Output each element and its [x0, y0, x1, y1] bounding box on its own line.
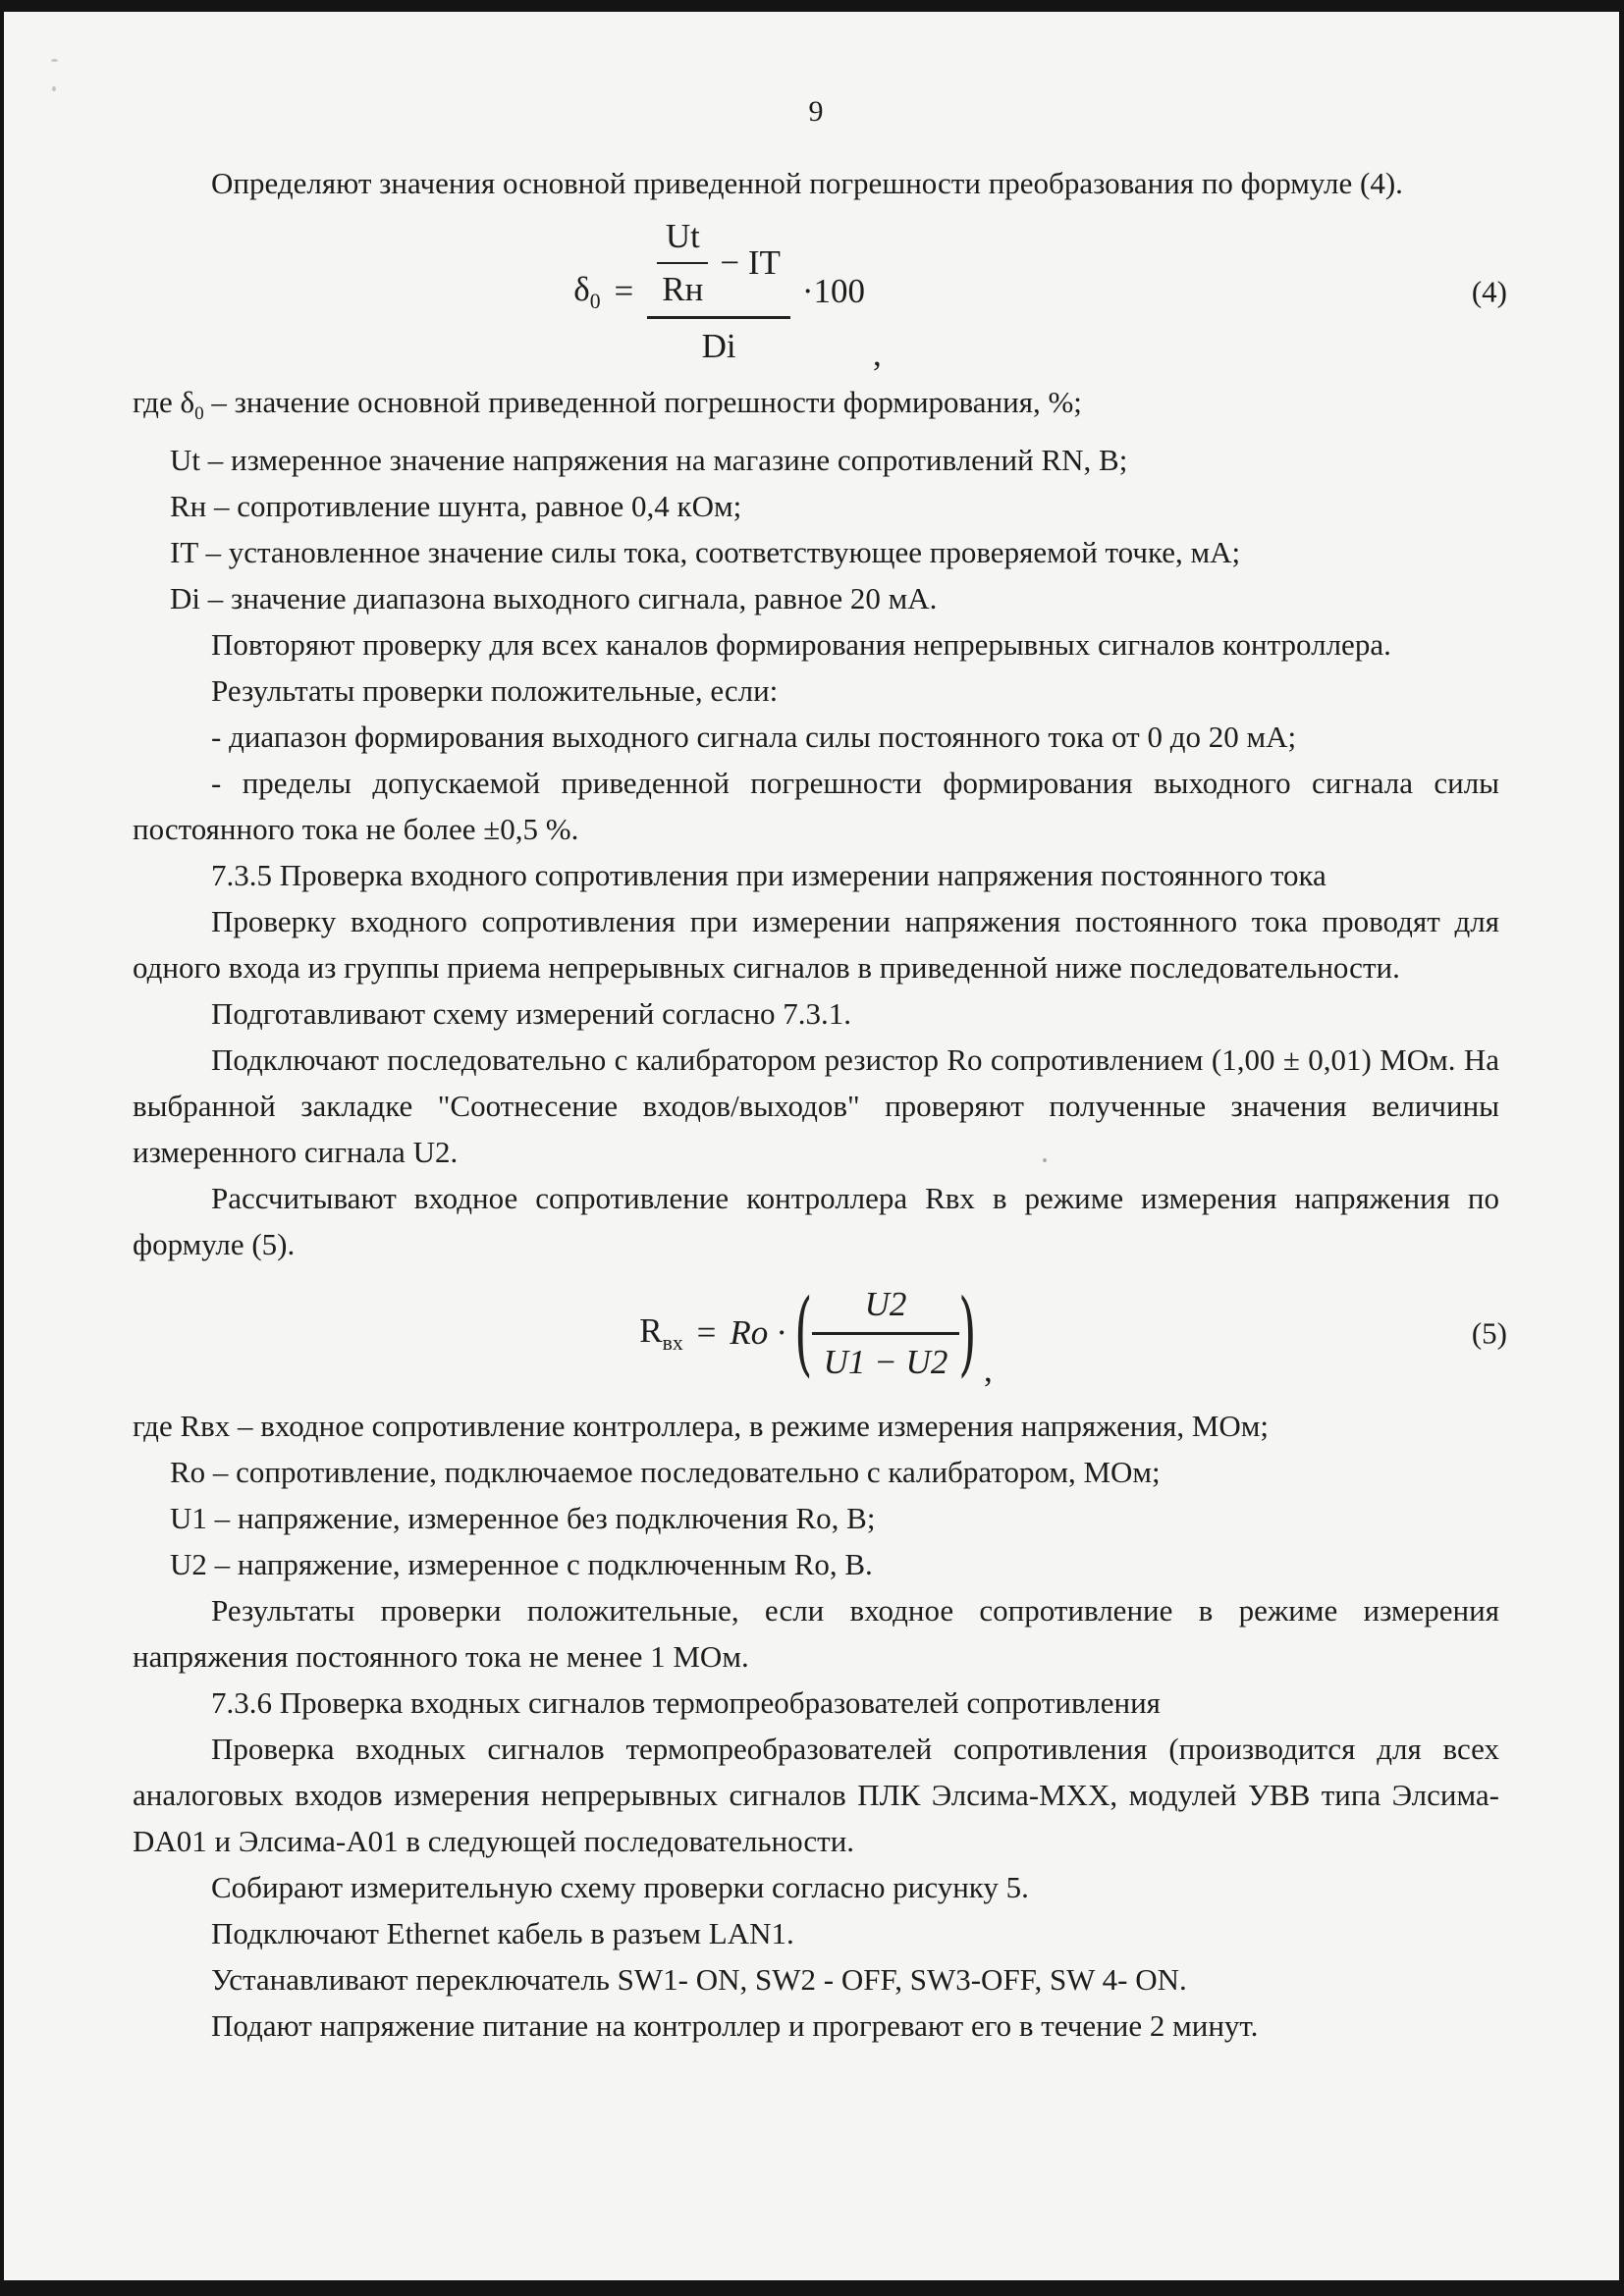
paragraph-thermo-check: Проверка входных сигналов термопреобразователей сопротивления (производится для всех аналоговых входов измерения непрерывных сигналов ПЛК Элсима-МХХ, модулей УВВ типа Элсима-DA01 и Элсима-А01 в следующей последовательности.	[133, 1732, 1499, 1859]
scan-edge-left	[0, 0, 4, 2296]
scan-edge-right	[1619, 0, 1624, 2296]
scan-artifact	[51, 59, 58, 62]
formula-4-number: (4)	[1471, 274, 1507, 309]
formula-5-expression	[639, 1279, 993, 1389]
formula-4-expression	[573, 215, 882, 374]
definition-delta0-post: – значение основной приведенной погрешности формирования, %;	[203, 385, 1082, 419]
inner-numerator: Ut	[665, 216, 700, 255]
page-number: 9	[808, 95, 824, 128]
definition-rn: Rн – сопротивление шунта, равное 0,4 кОм;	[170, 489, 742, 524]
list-item-range: - диапазон формирования выходного сигнала силы постоянного тока от 0 до 20 мА;	[211, 720, 1297, 755]
u2-numerator: U2	[864, 1284, 907, 1323]
left-paren: (	[794, 1279, 813, 1387]
formula-4	[133, 214, 1507, 374]
paragraph-connect-resistor: Подключают последовательно с калибратором резистор Ro сопротивлением (1,00 ± 0,01) МОм. На выбранной закладке "Соотнесение входов/выходов" проверяют полученные значения величины измеренного сигнала U2.	[133, 1042, 1499, 1170]
paragraph-assemble-scheme: Собирают измерительную схему проверки согласно рисунку 5.	[211, 1870, 1029, 1905]
scan-edge-bottom	[0, 2280, 1624, 2296]
definition-rvx: где Rвх – входное сопротивление контроллера, в режиме измерения напряжения, МОм;	[133, 1409, 1270, 1444]
fraction-main-numerator	[647, 215, 790, 317]
formula-5-lhs	[639, 1309, 682, 1357]
paragraph-results-if: Результаты проверки положительные, если:	[211, 673, 779, 709]
rvx-subscript: вх	[662, 1331, 683, 1356]
definition-delta0	[133, 379, 1499, 437]
paragraph-prepare-scheme: Подготавливают схему измерений согласно 7.3.1.	[211, 996, 852, 1032]
right-paren: )	[958, 1279, 977, 1387]
formula-comma: ,	[984, 1350, 993, 1389]
minus-term: − IT	[720, 242, 781, 282]
equals-sign: =	[614, 272, 634, 311]
paragraph-ethernet-lan1: Подключают Ethernet кабель в разъем LAN1.	[211, 1916, 794, 1951]
definition-ro: Ro – сопротивление, подключаемое последовательно с калибратором, МОм;	[170, 1455, 1161, 1490]
multiplication-dot: ·	[776, 1313, 787, 1353]
paragraph-switches: Устанавливают переключатель SW1- ON, SW2 - OFF, SW3-OFF, SW 4- ON.	[211, 1962, 1187, 1998]
formula-4-lhs	[573, 268, 600, 315]
page-content	[133, 0, 1507, 2049]
paragraph-input-resistance: Проверку входного сопротивления при измерении напряжения постоянного тока проводят для одного входа из группы приема непрерывных сигналов в приведенной ниже последовательности.	[133, 904, 1499, 986]
definition-u1: U1 – напряжение, измеренное без подключения Ro, В;	[170, 1501, 876, 1536]
scan-edge-top	[0, 0, 1624, 12]
formula-5	[133, 1275, 1507, 1391]
multiplier-term: ·100	[801, 272, 866, 311]
formula-5-number: (5)	[1471, 1315, 1507, 1351]
definition-ut: Ut – измеренное значение напряжения на магазине сопротивлений RN, В;	[170, 443, 1128, 478]
paragraph-results-resistance: Результаты проверки положительные, если входное сопротивление в режиме измерения напряжения постоянного тока не менее 1 МОм.	[133, 1593, 1499, 1675]
section-heading-7-3-6: 7.3.6 Проверка входных сигналов термопреобразователей сопротивления	[211, 1685, 1161, 1721]
definition-it: IT – установленное значение силы тока, соответствующее проверяемой точке, мА;	[170, 535, 1241, 570]
definition-delta0-sub: 0	[194, 403, 204, 425]
fraction-u2	[812, 1283, 960, 1384]
delta-symbol: δ	[573, 269, 590, 308]
equals-sign: =	[696, 1313, 717, 1353]
u1-u2-denominator: U1 − U2	[812, 1332, 960, 1384]
inner-denominator: Rн	[657, 262, 708, 311]
paragraph-calculate-resistance: Рассчитывают входное сопротивление контроллера Rвх в режиме измерения напряжения по формуле (5).	[133, 1181, 1499, 1262]
definition-u2: U2 – напряжение, измеренное с подключенным Ro, В.	[170, 1547, 873, 1582]
definition-di: Di – значение диапазона выходного сигнала, равное 20 мА.	[170, 581, 938, 616]
list-item-limits: - пределы допускаемой приведенной погрешности формирования выходного сигнала силы постоянного тока не более ±0,5 %.	[133, 766, 1499, 847]
delta-subscript: 0	[589, 289, 601, 313]
paragraph-power-warmup: Подают напряжение питание на контроллер и прогревают его в течение 2 минут.	[211, 2008, 1259, 2044]
paragraph-repeat-check: Повторяют проверку для всех каналов формирования непрерывных сигналов контроллера.	[211, 627, 1391, 663]
fraction-inner	[657, 215, 708, 311]
formula-comma: ,	[873, 335, 882, 374]
section-heading-7-3-5: 7.3.5 Проверка входного сопротивления при измерении напряжения постоянного тока	[211, 858, 1326, 893]
fraction-main	[647, 215, 790, 368]
definition-delta0-pre: где δ	[133, 385, 195, 419]
scan-artifact	[52, 86, 56, 91]
ro-coefficient: Ro	[730, 1313, 769, 1353]
fraction-main-denominator: Di	[647, 316, 790, 368]
paragraph-intro-formula4: Определяют значения основной приведенной погрешности преобразования по формуле (4).	[211, 166, 1403, 200]
rvx-symbol: R	[639, 1311, 663, 1351]
